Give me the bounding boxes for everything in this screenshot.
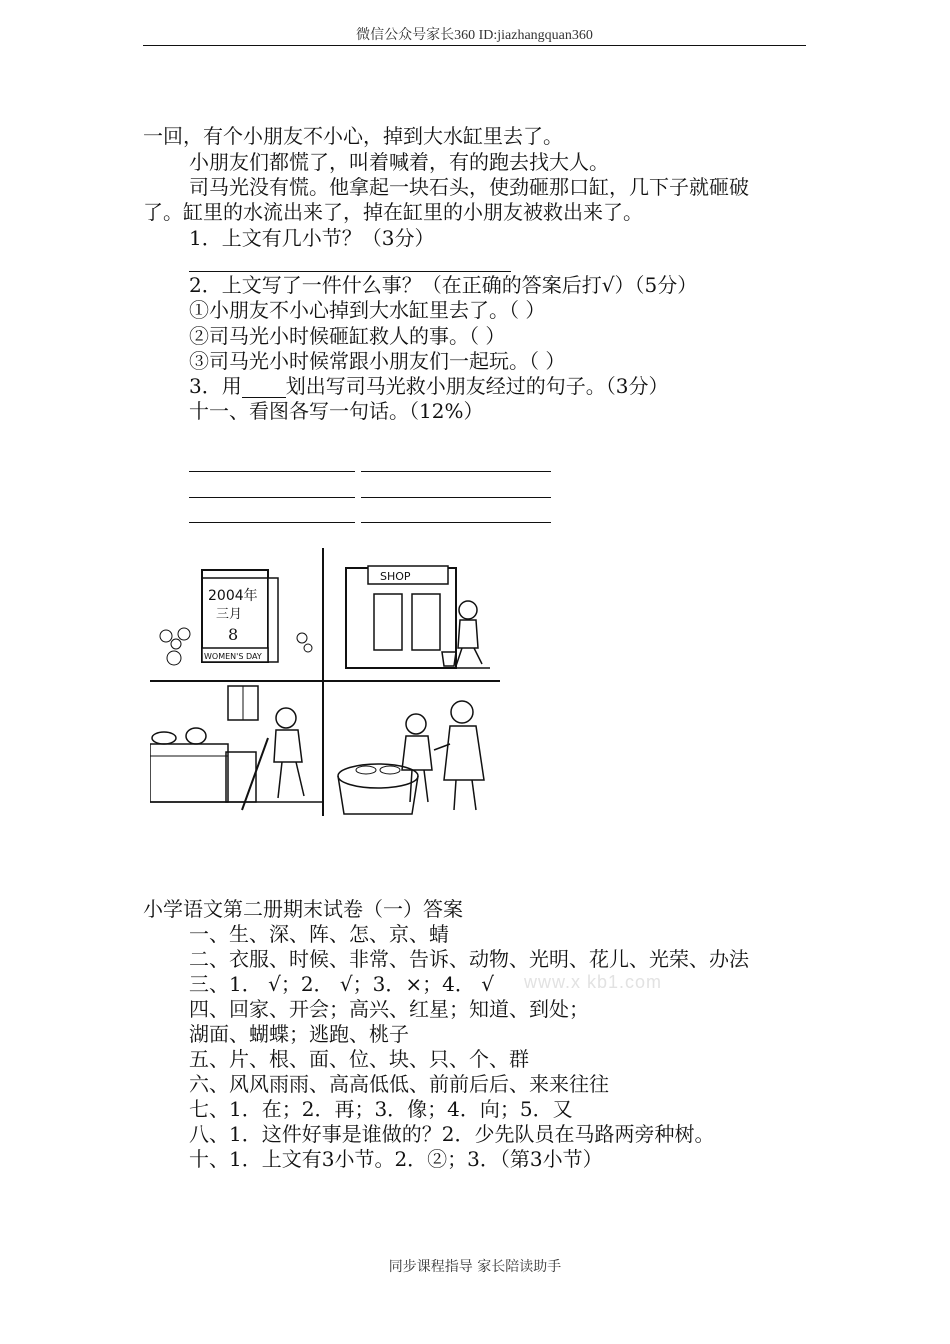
question-2-option-2[interactable]: ②司马光小时候砸缸救人的事。（ ） xyxy=(189,324,506,348)
kitchen-panel xyxy=(150,686,322,810)
calendar-banner: WOMEN'S DAY xyxy=(204,652,262,661)
calendar-month: 三月 xyxy=(216,607,243,622)
answer-blank-1[interactable] xyxy=(189,248,511,272)
passage-line-3: 司马光没有慌。他拿起一块石头，使劲砸那口缸，几下子就砸破 xyxy=(189,175,749,199)
family-panel xyxy=(338,701,484,814)
calendar-panel xyxy=(160,570,312,665)
answer-line-2: 二、衣服、时候、非常、告诉、动物、光明、花儿、光荣、办法 xyxy=(189,947,749,971)
answer-line-8: 八、1．这件好事是谁做的？2．少先队员在马路两旁种树。 xyxy=(189,1122,715,1146)
answer-line-3: 三、1． √；2． √；3．×；4． √ xyxy=(189,972,494,996)
four-panel-illustration xyxy=(150,548,500,816)
writing-line-row-2[interactable] xyxy=(189,474,551,498)
passage-line-4: 了。缸里的水流出来了，掉在缸里的小朋友被救出来了。 xyxy=(143,200,643,224)
answer-line-4: 四、回家、开会；高兴、红星；知道、到处； xyxy=(189,997,589,1021)
answer-line-1: 一、生、深、阵、怎、京、蜻 xyxy=(189,922,449,946)
passage-line-1: 一回，有个小朋友不小心，掉到大水缸里去了。 xyxy=(143,124,563,148)
question-3-suffix: 划出写司马光救小朋友经过的句子。（3分） xyxy=(285,374,669,398)
answer-line-6: 六、风风雨雨、高高低低、前前后后、来来往往 xyxy=(189,1072,609,1096)
page-header: 微信公众号家长360 ID:jiazhangquan360 xyxy=(356,28,593,43)
answer-line-5: 五、片、根、面、位、块、只、个、群 xyxy=(189,1047,529,1071)
answer-line-7: 七、1．在；2．再；3．像；4．向；5．又 xyxy=(189,1097,573,1121)
calendar-day: 8 xyxy=(228,625,239,644)
question-2: 2．上文写了一件什么事？（在正确的答案后打√）（5分） xyxy=(189,273,698,297)
question-3-prefix: 3．用 xyxy=(189,374,242,398)
shop-panel xyxy=(346,566,490,668)
question-3-underline-sample xyxy=(242,379,286,398)
answer-line-10: 十、1．上文有3小节。2．②；3．（第3小节） xyxy=(189,1147,603,1171)
header-rule xyxy=(143,45,806,46)
section-11-heading: 十一、看图各写一句话。（12%） xyxy=(189,399,484,423)
question-2-option-3[interactable]: ③司马光小时候常跟小朋友们一起玩。（ ） xyxy=(189,349,566,373)
answers-title: 小学语文第二册期末试卷（一）答案 xyxy=(143,897,463,921)
question-3 xyxy=(189,374,668,398)
calendar-year: 2004年 xyxy=(208,588,258,604)
answer-line-4b: 湖面、蝴蝶；逃跑、桃子 xyxy=(189,1022,409,1046)
page-footer: 同步课程指导 家长陪读助手 xyxy=(388,1259,562,1275)
question-1: 1．上文有几小节？（3分） xyxy=(189,226,435,250)
passage-line-2: 小朋友们都慌了，叫着喊着，有的跑去找大人。 xyxy=(189,150,609,174)
watermark: www.x kb1.com xyxy=(524,972,663,992)
writing-line-row-3[interactable] xyxy=(189,499,551,523)
shop-sign: SHOP xyxy=(380,570,411,583)
question-2-option-1[interactable]: ①小朋友不小心掉到大水缸里去了。（ ） xyxy=(189,298,546,322)
writing-line-row-1[interactable] xyxy=(189,448,551,472)
